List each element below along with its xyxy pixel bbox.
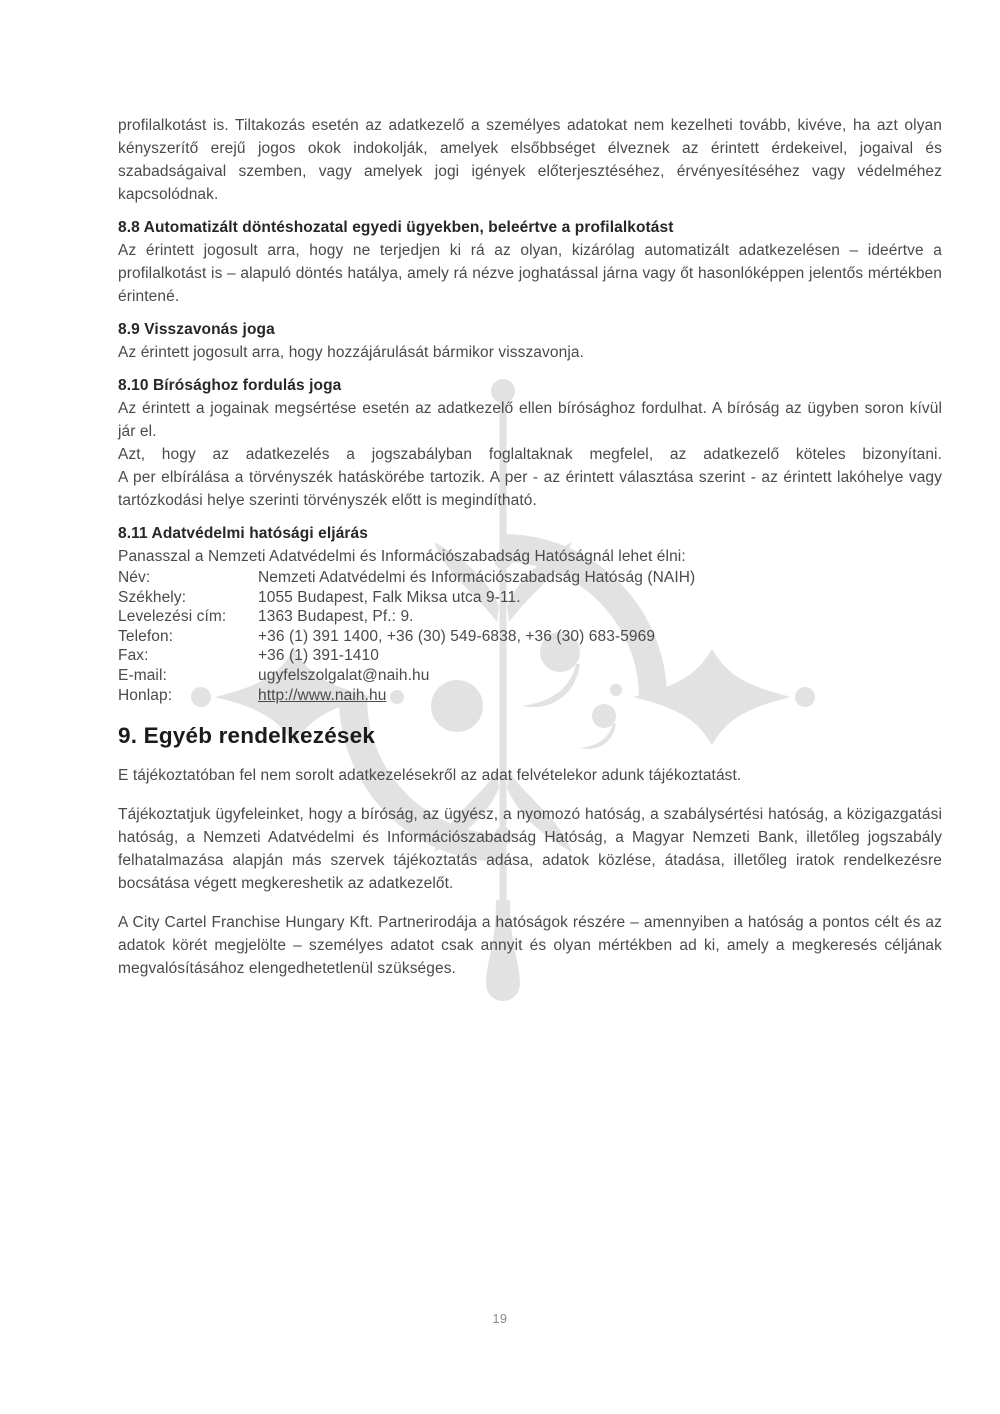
- section-9-paragraph-3: A City Cartel Franchise Hungary Kft. Partnerirodája a hatóságok részére – amennyiben a hatóság a pontos célt és az adatok körét megjelölte – személyes adatot csak annyit és olyan mértékben ad ki, amely a megkeresés céljának megvalósításához elengedhetetlenül szükséges.: [118, 914, 942, 978]
- section-8-8: [118, 216, 942, 308]
- contact-row-email: E-mail: ugyfelszolgalat@naih.hu: [118, 666, 430, 684]
- contact-row-address: Székhely: 1055 Budapest, Falk Miksa utca 9-11.: [118, 588, 521, 606]
- section-8-8-body: Az érintett jogosult arra, hogy ne terjedjen ki rá az olyan, kizárólag automatizált adatkezelésen – ideértve a profilalkotást is – alapuló döntés hatálya, amely rá nézve joghatással járna vagy őt hasonlóképpen jelentős mértékben érintené.: [118, 242, 942, 305]
- authority-contact-list: [118, 568, 942, 705]
- naih-website-link[interactable]: http://www.naih.hu: [258, 686, 387, 704]
- section-8-10-paragraph-3: A per elbírálása a törvényszék hatáskörébe tartozik. A per - az érintett választása szerint - az érintett lakóhelye vagy tartózkodási helye szerinti törvényszék előtt is megindítható.: [118, 469, 942, 509]
- section-8-10-paragraph-1: Az érintett a jogainak megsértése esetén az adatkezelő ellen bírósághoz fordulhat. A bíróság az ügyben soron kívül jár el.: [118, 400, 942, 440]
- contact-row-name: Név: Nemzeti Adatvédelmi és Információszabadság Hatóság (NAIH): [118, 569, 696, 586]
- section-8-9-heading: 8.9 Visszavonás joga: [118, 321, 275, 338]
- contact-row-phone: Telefon: +36 (1) 391 1400, +36 (30) 549-6838, +36 (30) 683-5969: [118, 627, 656, 645]
- section-9-paragraph-2: Tájékoztatjuk ügyfeleinket, hogy a bíróság, az ügyész, a nyomozó hatóság, a szabálysértési hatóság, a közigazgatási hatóság, a Nemzeti Adatvédelmi és Információszabadság Hatóság, a Magyar Nemzeti Bank, illetőleg jogszabály felhatalmazása alapján más szervek tájékoztatás adása, adatok közlése, átadása, illetőleg iratok rendelkezésre bocsátása végett megkereshetik az adatkezelőt.: [118, 806, 942, 893]
- section-9-paragraph-1: E tájékoztatóban fel nem sorolt adatkezelésekről az adat felvételekor adunk tájékoztatást.: [118, 767, 742, 785]
- contact-row-mailing-address: Levelezési cím: 1363 Budapest, Pf.: 9.: [118, 608, 414, 626]
- section-8-10-paragraph-2: Azt, hogy az adatkezelés a jogszabályban foglaltaknak megfelel, az adatkezelő köteles bizonyítani.: [118, 446, 942, 463]
- contact-row-website: Honlap: http://www.naih.hu: [118, 686, 387, 704]
- page-number: 19: [492, 1312, 508, 1326]
- section-9-heading: 9. Egyéb rendelkezések: [118, 723, 376, 749]
- section-8-10-heading: 8.10 Bírósághoz fordulás joga: [118, 377, 342, 394]
- section-8-9: [118, 318, 942, 364]
- continuation-paragraph: profilalkotást is. Tiltakozás esetén az adatkezelő a személyes adatokat nem kezelheti tovább, kivéve, ha azt olyan kényszerítő erejű jogos okok indokolják, amelyek elsőbbséget élveznek az érintett érdekeivel, jogaival és szabadságaival szemben, vagy amelyek jogi igények előterjesztéséhez, érvényesítéséhez vagy védelméhez kapcsolódnak.: [118, 117, 942, 203]
- page-content: [118, 114, 942, 980]
- page-footer: [0, 1312, 1000, 1326]
- section-8-10: [118, 374, 942, 512]
- section-8-11: [118, 522, 942, 705]
- section-9: [118, 720, 942, 980]
- section-8-11-heading: 8.11 Adatvédelmi hatósági eljárás: [118, 525, 368, 542]
- section-8-11-intro: Panasszal a Nemzeti Adatvédelmi és Információszabadság Hatóságnál lehet élni:: [118, 548, 686, 565]
- section-8-9-body: Az érintett jogosult arra, hogy hozzájárulását bármikor visszavonja.: [118, 344, 584, 361]
- section-8-8-heading: 8.8 Automatizált döntéshozatal egyedi ügyekben, beleértve a profilalkotást: [118, 219, 674, 236]
- contact-row-fax: Fax: +36 (1) 391-1410: [118, 647, 379, 665]
